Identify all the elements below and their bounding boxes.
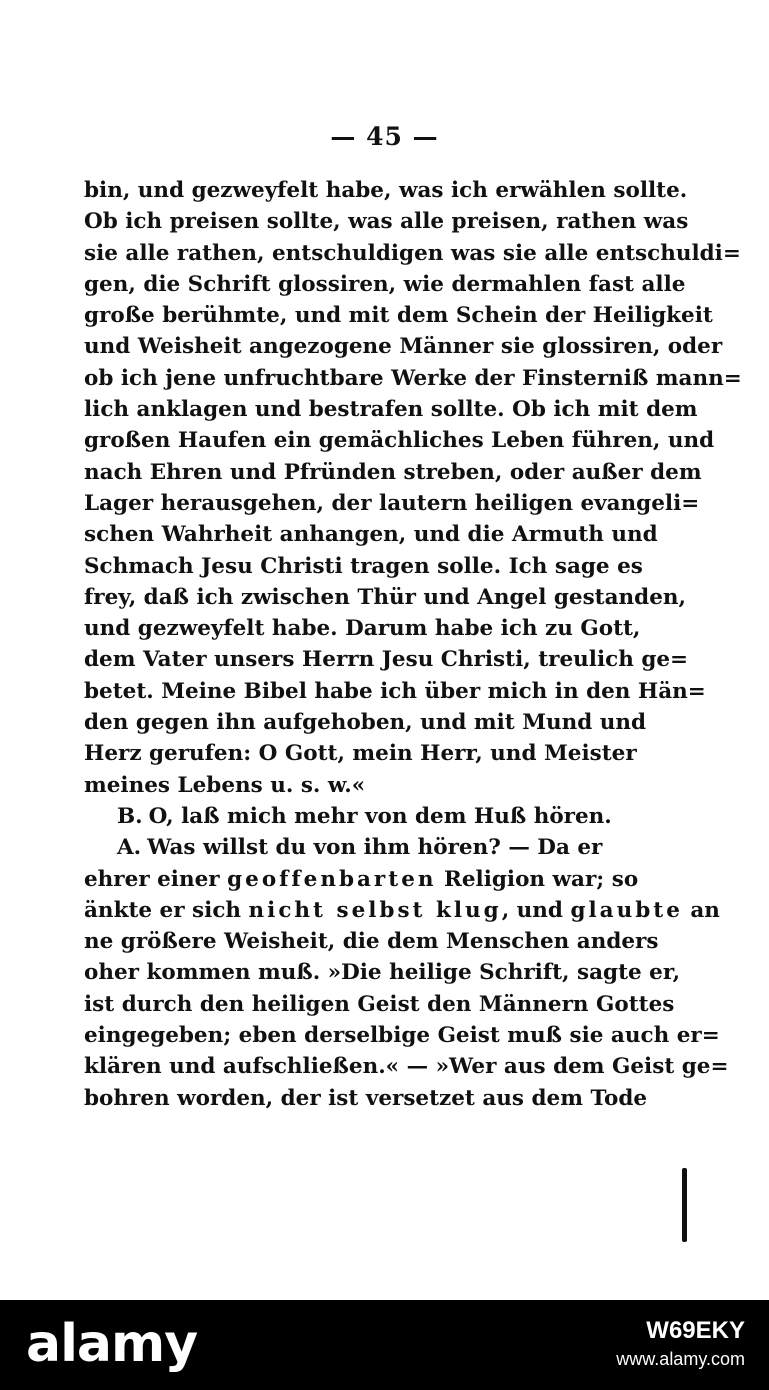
- line-text: frey, daß ich zwischen Thür und Angel gestanden,: [84, 584, 686, 610]
- line-text: Ob ich preisen sollte, was alle preisen, rathen was: [84, 209, 689, 235]
- text-line: [84, 206, 689, 237]
- text-line: [84, 551, 643, 582]
- line-text: Religion war; so: [436, 866, 639, 892]
- line-text: an: [682, 897, 720, 923]
- text-line: [84, 1083, 648, 1114]
- text-line: [84, 238, 741, 269]
- text-line: [84, 676, 706, 707]
- line-text: lich anklagen und bestrafen sollte. Ob ich mit dem: [84, 397, 698, 423]
- text-line: [84, 363, 742, 394]
- line-text: O, laß mich mehr von dem Huß hören.: [148, 803, 612, 829]
- text-line: [84, 1020, 720, 1051]
- text-line: [84, 613, 641, 644]
- body-text: [84, 175, 742, 1114]
- line-text: , und: [501, 897, 571, 923]
- text-line: [84, 864, 639, 895]
- line-text: und gezweyfelt habe. Darum habe ich zu Gott,: [84, 616, 641, 642]
- emphasized-text: glaubte: [570, 897, 683, 923]
- page-number: — 45 —: [330, 122, 439, 151]
- text-line: [84, 770, 602, 801]
- line-text: große berühmte, und mit dem Schein der Heiligkeit: [84, 303, 713, 329]
- text-line: [84, 488, 700, 519]
- text-line: [84, 1051, 729, 1082]
- line-text: ne größere Weisheit, die dem Menschen anders: [84, 929, 659, 955]
- line-text: ob ich jene unfruchtbare Werke der Finsterniß mann=: [84, 365, 742, 391]
- text-line: [84, 300, 713, 331]
- line-text: ist durch den heiligen Geist den Männern Gottes: [84, 991, 675, 1017]
- text-line: [84, 331, 723, 362]
- watermark-footer: [0, 1300, 769, 1390]
- line-text: nach Ehren und Pfründen streben, oder außer dem: [84, 459, 702, 485]
- text-line: [84, 895, 720, 926]
- line-text: Herz gerufen: O Gott, mein Herr, und Meister: [84, 741, 637, 767]
- line-text: oher kommen muß. »Die heilige Schrift, sagte er,: [84, 960, 681, 986]
- line-text: eingegeben; eben derselbige Geist muß sie auch er=: [84, 1023, 720, 1049]
- text-line: [84, 738, 637, 769]
- page-edge-mark: [682, 1168, 687, 1242]
- text-line: [84, 175, 688, 206]
- line-text: bin, und gezweyfelt habe, was ich erwählen sollte.: [84, 178, 688, 203]
- text-line: [84, 832, 602, 863]
- line-text: Schmach Jesu Christi tragen solle. Ich sage es: [84, 553, 643, 579]
- text-line: [84, 926, 659, 957]
- line-text: großen Haufen ein gemächliches Leben führen, und: [84, 428, 715, 454]
- line-text: meines Lebens u. s. w.«: [84, 772, 366, 798]
- text-line: [84, 457, 702, 488]
- footer-url: www.alamy.com: [616, 1349, 745, 1369]
- line-text: sie alle rathen, entschuldigen was sie alle entschuldi=: [84, 240, 741, 266]
- text-line: [84, 519, 658, 550]
- text-line: [84, 707, 647, 738]
- text-line: [84, 801, 612, 832]
- image-id: W69EKY: [646, 1317, 745, 1344]
- line-text: änkte er sich: [84, 897, 249, 923]
- line-text: Lager herausgehen, der lautern heiligen evangeli=: [84, 490, 700, 516]
- line-text: Was willst du von ihm hören? — Da er: [147, 835, 603, 861]
- text-line: [84, 394, 698, 425]
- text-line: [84, 644, 689, 675]
- line-text: schen Wahrheit anhangen, und die Armuth und: [84, 522, 658, 548]
- line-text: klären und aufschließen.« — »Wer aus dem Geist ge=: [84, 1054, 729, 1080]
- text-line: [84, 957, 681, 988]
- line-text: gen, die Schrift glossiren, wie dermahlen fast alle: [84, 271, 686, 297]
- emphasized-text: nicht selbst klug: [248, 897, 502, 923]
- speaker-label: A.: [117, 835, 142, 861]
- text-line: [84, 269, 686, 300]
- speaker-label: B.: [117, 803, 143, 829]
- text-line: [84, 425, 715, 456]
- text-line: [84, 582, 686, 613]
- alamy-logo: alamy: [26, 1314, 198, 1374]
- line-text: dem Vater unsers Herrn Jesu Christi, treulich ge=: [84, 647, 689, 673]
- text-line: [84, 989, 675, 1020]
- line-text: bohren worden, der ist versetzet aus dem Tode: [84, 1085, 648, 1111]
- line-text: den gegen ihn aufgehoben, und mit Mund und: [84, 710, 647, 736]
- emphasized-text: geoffenbarten: [227, 866, 437, 892]
- line-text: betet. Meine Bibel habe ich über mich in den Hän=: [84, 678, 706, 704]
- line-text: und Weisheit angezogene Männer sie glossiren, oder: [84, 334, 723, 360]
- line-text: ehrer einer: [84, 866, 228, 892]
